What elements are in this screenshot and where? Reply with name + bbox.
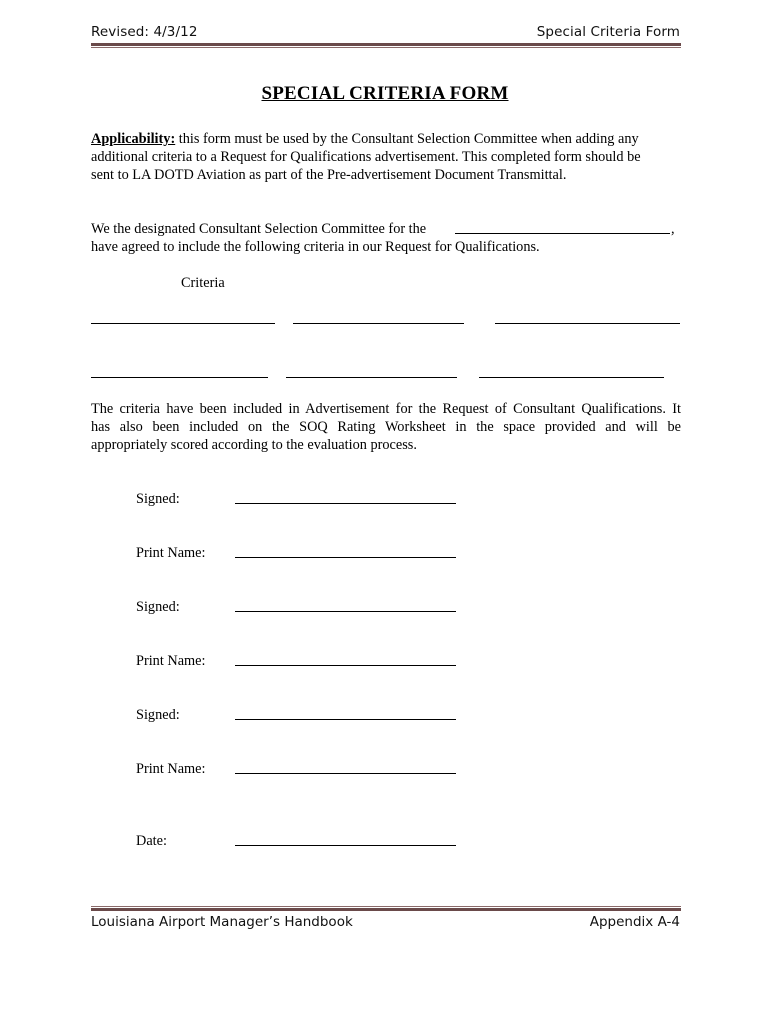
signed-label-3: Signed: xyxy=(136,707,180,723)
criteria-field-2[interactable] xyxy=(293,323,464,324)
criteria-field-6[interactable] xyxy=(479,377,664,378)
print-name-field-2[interactable] xyxy=(235,665,456,666)
signed-label-1: Signed: xyxy=(136,491,180,507)
inclusion-line-1: The criteria have been included in Advertisement for the Request of Consultant Qualifications. It xyxy=(91,401,681,417)
header-rule-thick xyxy=(91,43,681,46)
criteria-field-4[interactable] xyxy=(91,377,268,378)
committee-line-2: have agreed to include the following criteria in our Request for Qualifications. xyxy=(91,239,540,255)
print-name-label-2: Print Name: xyxy=(136,653,206,669)
signed-field-1[interactable] xyxy=(235,503,456,504)
committee-comma: , xyxy=(671,221,675,237)
page-title: SPECIAL CRITERIA FORM xyxy=(261,83,509,104)
committee-name-field[interactable] xyxy=(455,233,670,234)
print-name-field-1[interactable] xyxy=(235,557,456,558)
footer-handbook-title: Louisiana Airport Manager’s Handbook xyxy=(91,914,353,930)
applicability-line-3: sent to LA DOTD Aviation as part of the Pre-advertisement Document Transmittal. xyxy=(91,167,567,183)
criteria-label: Criteria xyxy=(181,275,225,291)
print-name-label-1: Print Name: xyxy=(136,545,206,561)
signed-label-2: Signed: xyxy=(136,599,180,615)
applicability-paragraph xyxy=(91,130,681,184)
header-revised-date: Revised: 4/3/12 xyxy=(91,24,198,40)
criteria-field-5[interactable] xyxy=(286,377,457,378)
inclusion-paragraph xyxy=(91,400,681,454)
applicability-line-1: Applicability: this form must be used by the Consultant Selection Committee when adding any xyxy=(91,131,639,147)
committee-line-1: We the designated Consultant Selection Committee for the xyxy=(91,221,427,237)
date-label: Date: xyxy=(136,833,167,849)
print-name-field-3[interactable] xyxy=(235,773,456,774)
applicability-label: Applicability: xyxy=(91,131,176,147)
signed-field-2[interactable] xyxy=(235,611,456,612)
criteria-field-3[interactable] xyxy=(495,323,680,324)
header-rule-thin xyxy=(91,47,681,48)
signed-field-3[interactable] xyxy=(235,719,456,720)
footer-rule-thin xyxy=(91,906,681,907)
inclusion-line-2: has also been included on the SOQ Rating Worksheet in the space provided and will be xyxy=(91,419,681,435)
footer-rule-thick xyxy=(91,908,681,911)
print-name-label-3: Print Name: xyxy=(136,761,206,777)
header-form-name: Special Criteria Form xyxy=(536,24,680,40)
inclusion-line-3: appropriately scored according to the evaluation process. xyxy=(91,437,417,453)
applicability-line-2: additional criteria to a Request for Qualifications advertisement. This completed form should be xyxy=(91,149,641,165)
date-field[interactable] xyxy=(235,845,456,846)
footer-appendix: Appendix A-4 xyxy=(589,914,680,930)
criteria-field-1[interactable] xyxy=(91,323,275,324)
